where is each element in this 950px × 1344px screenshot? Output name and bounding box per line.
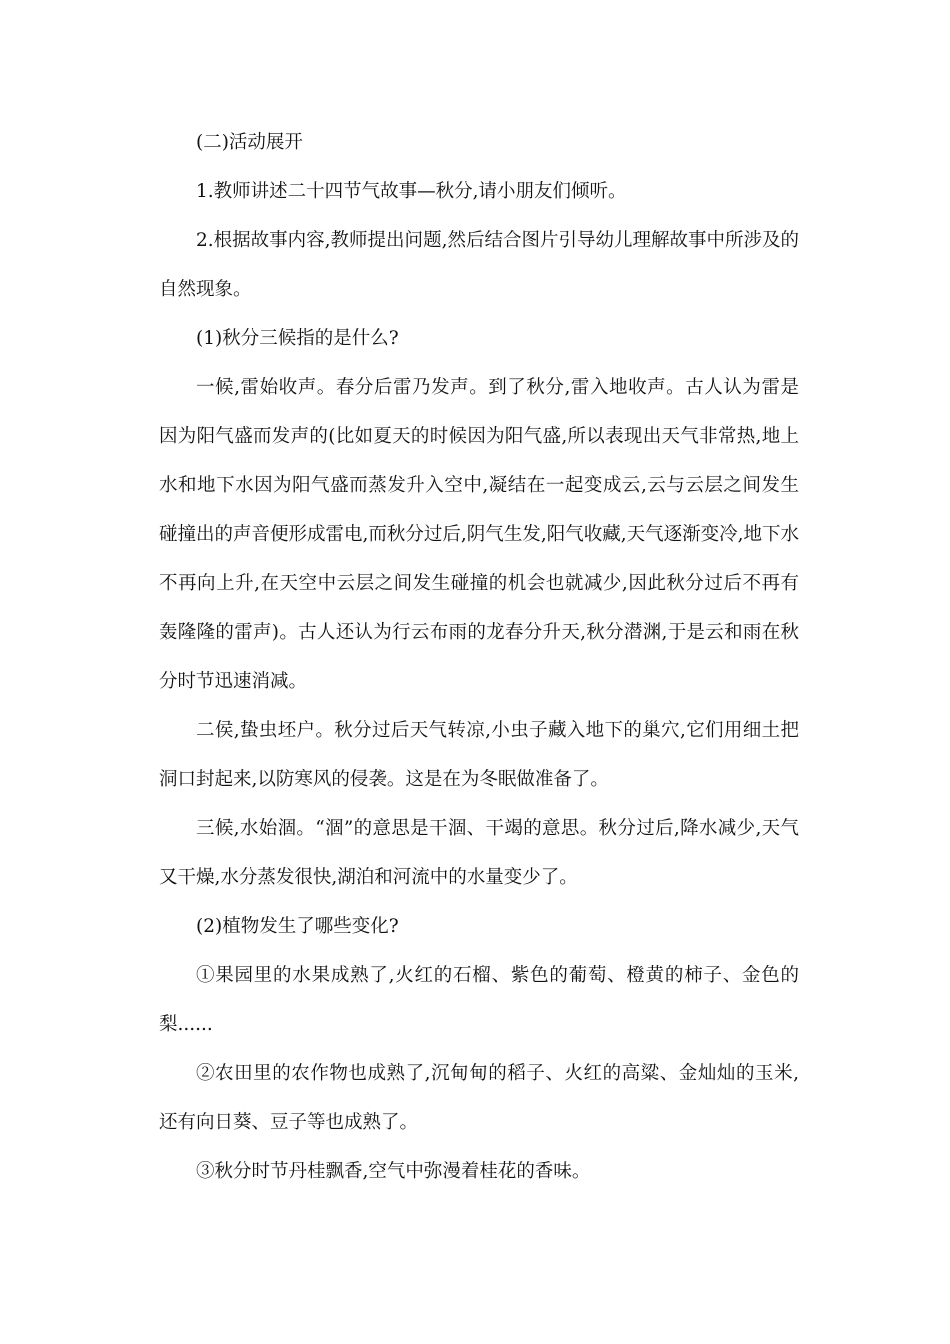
question-2-heading: (2)植物发生了哪些变化? [196,916,399,937]
plant-change-item-3: ③秋分时节丹桂飘香,空气中弥漫着桂花的香味。 [196,1161,591,1182]
step-2-paragraph: 2.根据故事内容,教师提出问题,然后结合图片引导幼儿理解故事中所涉及的自然现象。 [159,230,799,300]
document-body [159,118,799,1196]
third-pentad-paragraph: 三候,水始涸。“涸”的意思是干涸、干竭的意思。秋分过后,降水减少,天气又干燥,水分蒸发很快,湖泊和河流中的水量变少了。 [159,818,799,888]
question-1-heading: (1)秋分三候指的是什么? [196,328,399,349]
plant-change-item-1: ①果园里的水果成熟了,火红的石榴、紫色的葡萄、橙黄的柿子、金色的梨...... [159,965,799,1035]
first-pentad-paragraph: 一候,雷始收声。春分后雷乃发声。到了秋分,雷入地收声。古人认为雷是因为阳气盛而发声的(比如夏天的时候因为阳气盛,所以表现出天气非常热,地上水和地下水因为阳气盛而蒸发升入空中,凝结在一起变成云,云与云层之间发生碰撞出的声音便形成雷电,而秋分过后,阴气生发,阳气收藏,天气逐渐变冷,地下水不再向上升,在天空中云层之间发生碰撞的机会也就减少,因此秋分过后不再有轰隆隆的雷声)。古人还认为行云布雨的龙春分升天,秋分潜渊,于是云和雨在秋分时节迅速消减。 [159,377,799,692]
plant-change-item-2: ②农田里的农作物也成熟了,沉甸甸的稻子、火红的高粱、金灿灿的玉米,还有向日葵、豆子等也成熟了。 [159,1063,799,1133]
second-pentad-paragraph: 二侯,蛰虫坯户。秋分过后天气转凉,小虫子藏入地下的巢穴,它们用细土把洞口封起来,以防寒风的侵袭。这是在为冬眠做准备了。 [159,720,799,790]
step-1-paragraph: 1.教师讲述二十四节气故事—秋分,请小朋友们倾听。 [196,181,627,202]
section-heading: (二)活动展开 [196,132,303,153]
